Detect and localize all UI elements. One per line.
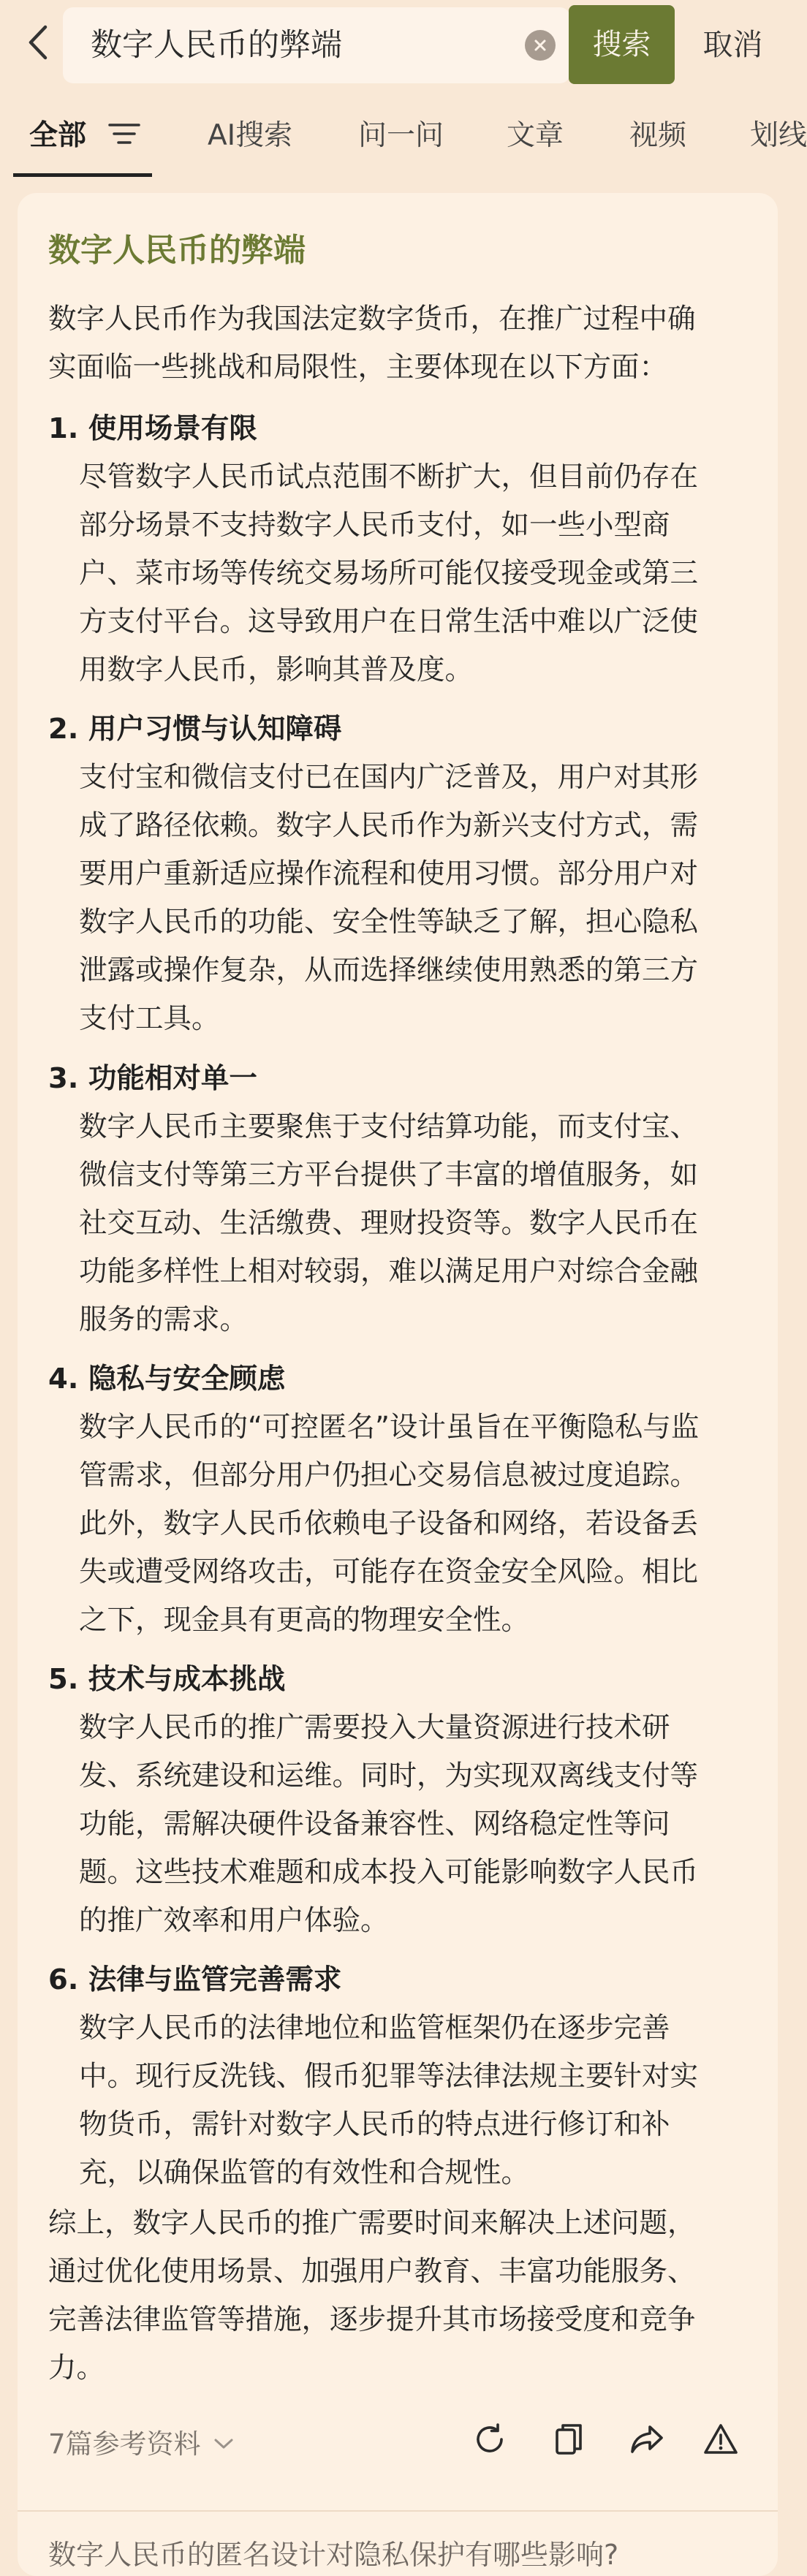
- back-arrow-icon[interactable]: [16, 19, 60, 66]
- section-line: 要用户重新适应操作流程和使用习惯。部分用户对: [79, 857, 699, 890]
- section-line: 数字人民币的推广需要投入大量资源进行技术研: [79, 1711, 670, 1744]
- search-query-text: 数字人民币的弊端: [91, 27, 342, 64]
- ai-answer-card: [18, 193, 778, 2576]
- section-line: 部分场景不支持数字人民币支付，如一些小型商: [79, 509, 670, 542]
- section-line: 微信支付等第三方平台提供了丰富的增值服务，如: [79, 1159, 699, 1192]
- tab-highlights[interactable]: 划线: [750, 119, 807, 152]
- section-line: 此外，数字人民币依赖电子设备和网络，若设备丢: [79, 1507, 699, 1540]
- section-line: 社交互动、生活缴费、理财投资等。数字人民币在: [79, 1207, 699, 1240]
- section-line: 数字人民币的法律地位和监管框架仍在逐步完善: [79, 2012, 670, 2045]
- section-heading: 3. 功能相对单一: [48, 1062, 257, 1095]
- section-line: 支付宝和微信支付已在国内广泛普及，用户对其形: [79, 761, 699, 794]
- active-tab-indicator: [13, 173, 152, 177]
- section-line: 功能，需解决硬件设备兼容性、网络稳定性等问: [79, 1808, 670, 1841]
- summary-line: 完善法律监管等措施，逐步提升其市场接受度和竞争: [48, 2303, 696, 2336]
- section-body: [79, 1103, 751, 1344]
- chevron-down-icon: [213, 2426, 235, 2458]
- section-line: 户、菜市场等传统交易场所可能仅接受现金或第三: [79, 557, 699, 590]
- section-line: 数字人民币主要聚焦于支付结算功能，而支付宝、: [79, 1110, 699, 1143]
- references-toggle[interactable]: [48, 2422, 235, 2461]
- section-line: 中。现行反洗钱、假币犯罪等法律法规主要针对实: [79, 2060, 699, 2093]
- section-line: 题。这些技术难题和成本投入可能影响数字人民币: [79, 1856, 699, 1889]
- cancel-button[interactable]: 取消: [702, 27, 763, 62]
- section-line: 泄露或操作复杂，从而选择继续使用熟悉的第三方: [79, 954, 699, 987]
- references-label: 7篇参考资料: [48, 2428, 201, 2460]
- tab-all[interactable]: 全部: [29, 119, 87, 152]
- section-body: [79, 754, 751, 1043]
- summary-line: 综上，数字人民币的推广需要时间来解决上述问题，: [48, 2207, 696, 2240]
- section-body: [79, 1704, 751, 1945]
- section-body: [79, 1403, 751, 1645]
- section-line: 的推广效率和用户体验。: [79, 1904, 389, 1937]
- section-line: 方支付平台。这导致用户在日常生活中难以广泛使: [79, 605, 699, 638]
- section-line: 支付工具。: [79, 1002, 220, 1035]
- search-input[interactable]: [63, 7, 570, 83]
- section-heading: 4. 隐私与安全顾虑: [48, 1363, 286, 1395]
- answer-intro: [48, 295, 750, 392]
- section-line: 成了路径依赖。数字人民币作为新兴支付方式，需: [79, 809, 699, 842]
- refresh-icon[interactable]: [469, 2419, 510, 2460]
- tab-ai-search[interactable]: AI搜索: [208, 119, 293, 152]
- warning-icon[interactable]: [700, 2419, 741, 2460]
- section-line: 失或遭受网络攻击，可能存在资金安全风险。相比: [79, 1556, 699, 1588]
- top-search-bar: [0, 0, 789, 91]
- section-line: 之下，现金具有更高的物理安全性。: [79, 1604, 530, 1637]
- clear-icon[interactable]: [525, 30, 556, 61]
- answer-summary: [48, 2200, 750, 2393]
- filter-icon[interactable]: [108, 121, 140, 146]
- section-line: 用数字人民币，影响其普及度。: [79, 654, 474, 686]
- section-body: [79, 453, 751, 694]
- section-line: 服务的需求。: [79, 1303, 249, 1336]
- search-button[interactable]: 搜索: [569, 5, 675, 84]
- section-line: 尽管数字人民币试点范围不断扩大，但目前仍存在: [79, 461, 699, 493]
- copy-icon[interactable]: [548, 2419, 589, 2460]
- intro-line: 实面临一些挑战和局限性，主要体现在以下方面：: [48, 351, 668, 384]
- section-line: 数字人民币的功能、安全性等缺乏了解，担心隐私: [79, 906, 699, 939]
- section-body: [79, 2004, 751, 2197]
- suggested-question[interactable]: 数字人民币的匿名设计对隐私保护有哪些影响?: [48, 2539, 619, 2571]
- section-heading: 5. 技术与成本挑战: [48, 1663, 286, 1696]
- summary-line: 力。: [48, 2352, 105, 2384]
- summary-line: 通过优化使用场景、加强用户教育、丰富功能服务、: [48, 2255, 696, 2288]
- section-heading: 2. 用户习惯与认知障碍: [48, 713, 342, 746]
- section-line: 数字人民币的“可控匿名”设计虽旨在平衡隐私与监: [79, 1411, 700, 1444]
- tab-bar: [0, 91, 807, 180]
- tab-videos[interactable]: 视频: [629, 119, 687, 152]
- share-icon[interactable]: [627, 2419, 668, 2460]
- tab-articles[interactable]: 文章: [507, 119, 564, 152]
- intro-line: 数字人民币作为我国法定数字货币，在推广过程中确: [48, 303, 696, 336]
- answer-title: 数字人民币的弊端: [48, 232, 306, 269]
- section-heading: 1. 使用场景有限: [48, 412, 257, 445]
- section-line: 充，以确保监管的有效性和合规性。: [79, 2156, 530, 2189]
- section-line: 发、系统建设和运维。同时，为实现双离线支付等: [79, 1759, 699, 1792]
- section-line: 管需求，但部分用户仍担心交易信息被过度追踪。: [79, 1459, 699, 1492]
- section-heading: 6. 法律与监管完善需求: [48, 1963, 342, 1996]
- section-line: 物货币，需针对数字人民币的特点进行修订和补: [79, 2108, 670, 2141]
- section-line: 功能多样性上相对较弱，难以满足用户对综合金融: [79, 1255, 699, 1288]
- tab-ask[interactable]: 问一问: [358, 119, 444, 152]
- divider: [18, 2510, 778, 2512]
